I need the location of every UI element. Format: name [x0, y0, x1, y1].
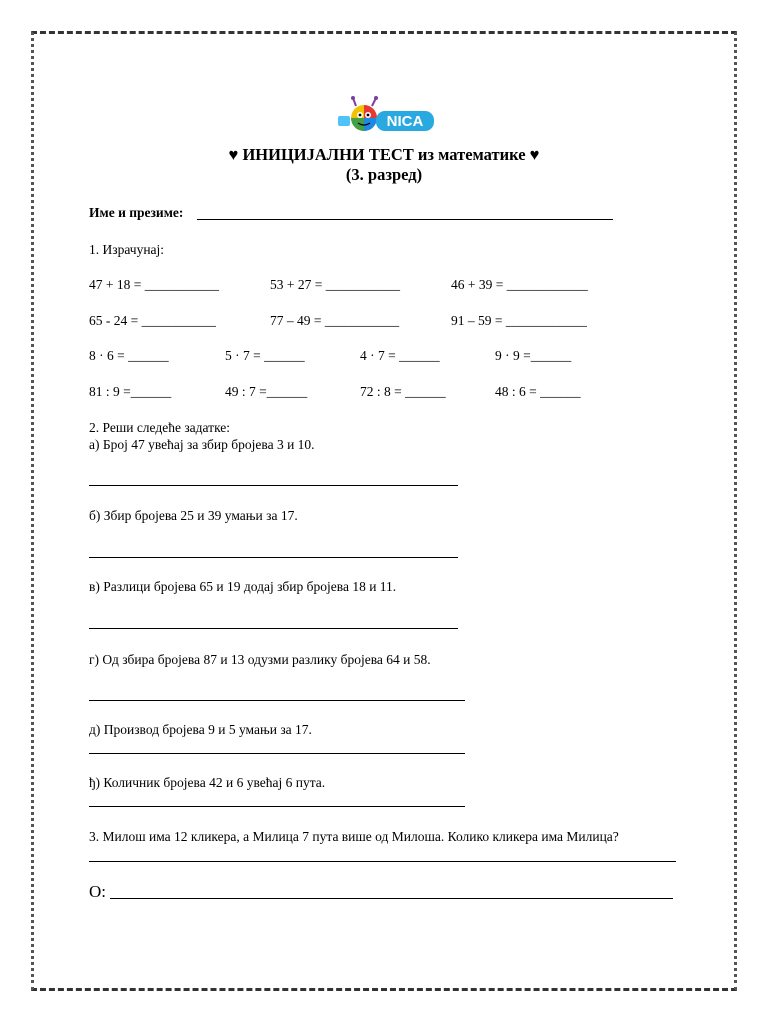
test-subtitle: (3. разред)	[345, 165, 423, 184]
name-input-line[interactable]	[197, 219, 613, 220]
final-answer-line[interactable]	[110, 898, 673, 899]
task1-expr: 81 : 9 =______	[89, 384, 172, 399]
nica-logo	[336, 94, 436, 136]
answer-line[interactable]	[89, 753, 465, 754]
logo-text: NICA	[386, 113, 424, 130]
test-title: ♥ ИНИЦИЈАЛНИ ТЕСТ из математике ♥	[228, 145, 540, 164]
task2-item-a: а) Број 47 увећај за збир бројева 3 и 10.	[89, 437, 315, 452]
character-icon	[338, 96, 378, 131]
task1-expr: 9 · 9 =______	[495, 348, 572, 363]
task1-expr: 91 – 59 = ____________	[451, 313, 587, 328]
task1-expr: 47 + 18 = ___________	[89, 277, 219, 292]
task1-expr: 8 · 6 = ______	[89, 348, 169, 363]
task1-expr: 65 - 24 = ___________	[89, 313, 216, 328]
answer-line[interactable]	[89, 485, 458, 486]
answer-label: О:	[89, 882, 106, 901]
task2-item-v: в) Разлици бројева 65 и 19 додај збир бројева 18 и 11.	[89, 579, 397, 594]
task2-item-b: б) Збир бројева 25 и 39 умањи за 17.	[89, 508, 298, 523]
task1-expr: 46 + 39 = ____________	[451, 277, 588, 292]
answer-line[interactable]	[89, 628, 458, 629]
task1-expr: 77 – 49 = ___________	[270, 313, 400, 328]
task1-expr: 5 · 7 = ______	[225, 348, 305, 363]
task2-item-d: д) Производ бројева 9 и 5 умањи за 17.	[89, 722, 312, 737]
answer-line[interactable]	[89, 700, 465, 701]
task2-item-dj: ђ) Количник бројева 42 и 6 увећај 6 пута.	[89, 775, 326, 790]
answer-line[interactable]	[89, 557, 458, 558]
task1-expr: 48 : 6 = ______	[495, 384, 581, 399]
task1-expr: 49 : 7 =______	[225, 384, 308, 399]
task1-heading: 1. Израчунај:	[89, 242, 165, 257]
answer-line[interactable]	[89, 806, 465, 807]
task1-expr: 72 : 8 = ______	[360, 384, 446, 399]
answer-line[interactable]	[89, 861, 676, 862]
task2-heading: 2. Реши следеће задатке:	[89, 420, 231, 435]
task1-expr: 4 · 7 = ______	[360, 348, 440, 363]
task1-expr: 53 + 27 = ___________	[270, 277, 400, 292]
name-label: Име и презиме:	[89, 205, 184, 220]
task3-text: 3. Милош има 12 кликера, а Милица 7 пута више од Милоша. Колико кликера има Милица?	[89, 829, 619, 844]
task2-item-g: г) Од збира бројева 87 и 13 одузми разлику бројева 64 и 58.	[89, 652, 431, 667]
